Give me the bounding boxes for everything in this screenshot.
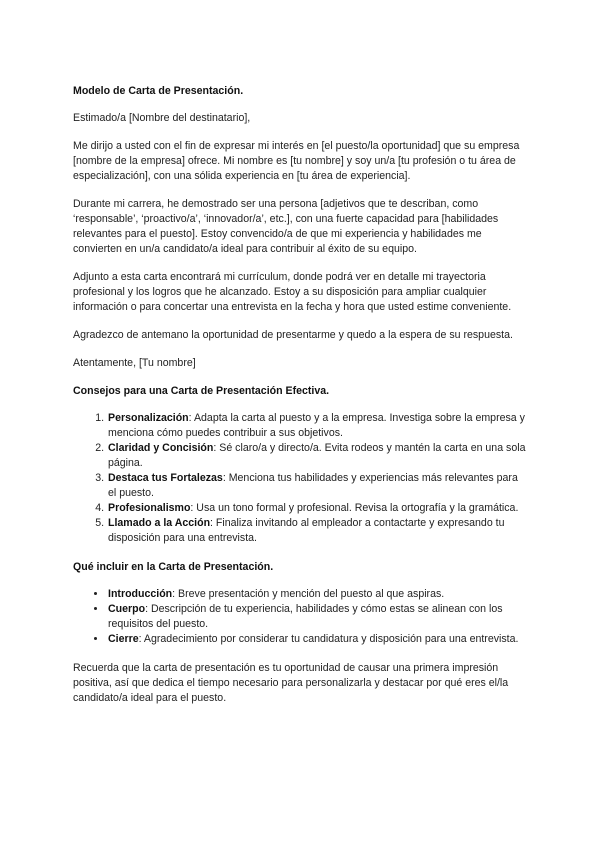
- final-paragraph: Recuerda que la carta de presentación es tu oportunidad de causar una primera impresión positiva, así que dedica el tiempo necesario para personalizarla y destacar por qué eres el/la candidato/a ideal para el puesto.: [73, 662, 509, 704]
- document-title: Modelo de Carta de Presentación.: [73, 85, 244, 97]
- include-label: Introducción: [108, 588, 173, 600]
- tip-text: : Sé claro/a y directo/a. Evita rodeos y mantén la carta en una sola página.: [108, 442, 526, 469]
- include-list: [73, 587, 526, 647]
- tips-heading: Consejos para una Carta de Presentación Efectiva.: [73, 385, 330, 397]
- body-paragraph-3: Adjunto a esta carta encontrará mi currículum, donde podrá ver en detalle mi trayectoria profesional y los logros que he alcanzado. Estoy a su disposición para ampliar cualquier información o para concertar una entrevista en la fecha y hora que usted estime conveniente.: [73, 271, 512, 313]
- tip-text: : Menciona tus habilidades y experiencias más relevantes para el puesto.: [108, 472, 518, 499]
- include-label: Cierre: [108, 633, 139, 645]
- tips-list: [73, 411, 526, 546]
- closing: Atentamente, [Tu nombre]: [73, 357, 196, 369]
- tip-label: Destaca tus Fortalezas: [108, 472, 223, 484]
- body-paragraph-2: Durante mi carrera, he demostrado ser una persona [adjetivos que te describan, como ‘responsable’, ‘proactivo/a’, ‘innovador/a’, etc.], con una fuerte capacidad para [habilidades relevantes para el puesto]. Estoy convencido/a de que mi experiencia y habilidades me convierten en un/a candidato/a ideal para contribuir al éxito de su equipo.: [73, 198, 499, 255]
- include-text: : Breve presentación y mención del puesto al que aspiras.: [172, 588, 445, 600]
- tip-text: : Adapta la carta al puesto y a la empresa. Investiga sobre la empresa y menciona cómo puedes contribuir a sus objetivos.: [108, 412, 525, 439]
- body-paragraph-4: Agradezco de antemano la oportunidad de presentarme y quedo a la espera de su respuesta.: [73, 329, 513, 341]
- list-item: [107, 501, 526, 516]
- tip-label: Llamado a la Acción: [108, 517, 211, 529]
- list-item: [107, 516, 526, 546]
- tip-label: Personalización: [108, 412, 189, 424]
- body-paragraph-1: Me dirijo a usted con el fin de expresar mi interés en [el puesto/la oportunidad] que su empresa [nombre de la empresa] ofrece. Mi nombre es [tu nombre] y soy un/a [tu profesión o tu área de especialización], con una sólida experiencia en [tu área de experiencia].: [73, 140, 520, 182]
- list-item: [107, 587, 526, 602]
- tip-text: : Usa un tono formal y profesional. Revisa la ortografía y la gramática.: [190, 502, 519, 514]
- include-heading: Qué incluir en la Carta de Presentación.: [73, 561, 274, 573]
- tip-label: Claridad y Concisión: [108, 442, 214, 454]
- list-item: [107, 471, 526, 501]
- include-text: : Descripción de tu experiencia, habilidades y cómo estas se alinean con los requisitos del puesto.: [108, 603, 503, 630]
- tip-label: Profesionalismo: [108, 502, 191, 514]
- list-item: [107, 411, 526, 441]
- list-item: [107, 441, 526, 471]
- list-item: [107, 602, 526, 632]
- include-text: : Agradecimiento por considerar tu candidatura y disposición para una entrevista.: [138, 633, 519, 645]
- tip-text: : Finaliza invitando al empleador a contactarte y expresando tu disposición para una entrevista.: [108, 517, 505, 544]
- greeting: Estimado/a [Nombre del destinatario],: [73, 112, 251, 124]
- include-label: Cuerpo: [108, 603, 146, 615]
- list-item: [107, 632, 526, 647]
